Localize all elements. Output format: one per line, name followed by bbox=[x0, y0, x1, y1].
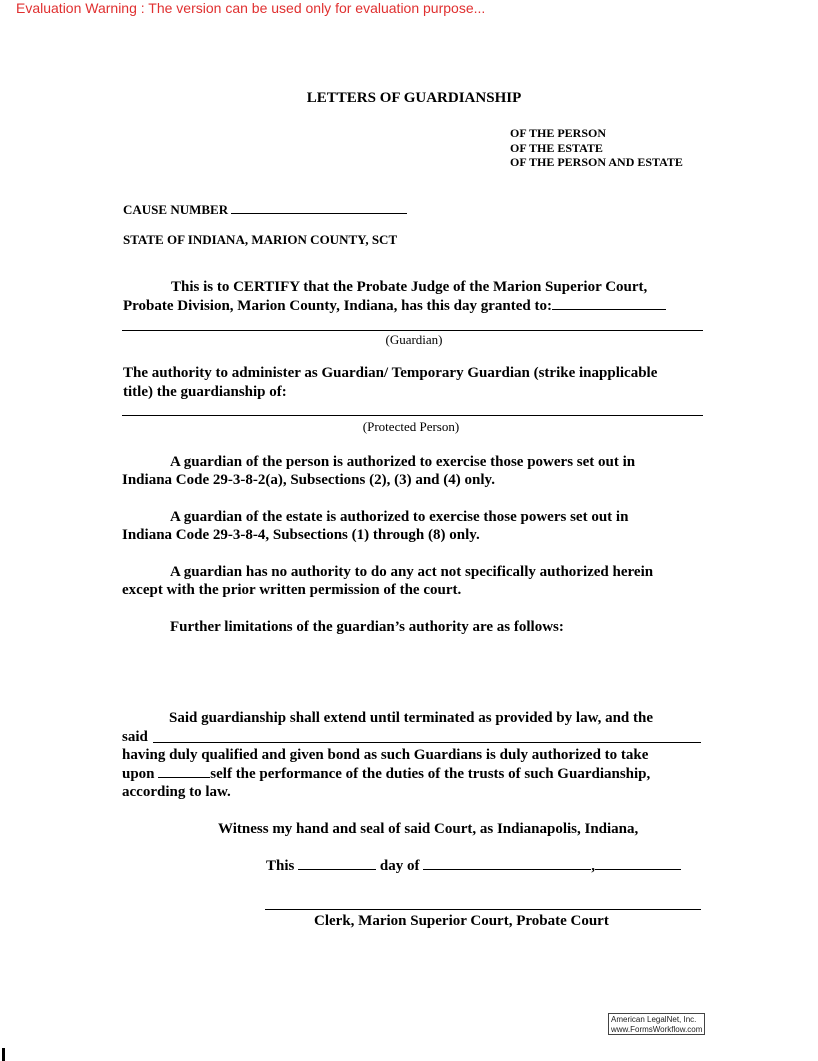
estate-line-1: A guardian of the estate is authorized to exercise those powers set out in bbox=[170, 509, 629, 525]
extend-line-5: according to law. bbox=[122, 784, 231, 800]
protected-caption: (Protected Person) bbox=[362, 419, 460, 434]
year-blank bbox=[595, 857, 681, 870]
state-line: STATE OF INDIANA, MARION COUNTY, SCT bbox=[123, 232, 398, 247]
extend-line-1: Said guardianship shall extend until terminated as provided by law, and the bbox=[169, 710, 653, 726]
further-limitations-line: Further limitations of the guardian’s authority are as follows: bbox=[170, 619, 564, 635]
person-line-1: A guardian of the person is authorized to exercise those powers set out in bbox=[170, 454, 636, 470]
person-line-2: Indiana Code 29-3-8-2(a), Subsections (2), (3) and (4) only. bbox=[122, 472, 495, 488]
estate-line-2: Indiana Code 29-3-8-4, Subsections (1) through (8) only. bbox=[122, 527, 480, 543]
date-line bbox=[266, 857, 681, 875]
granted-to-blank bbox=[552, 297, 666, 310]
margin-mark bbox=[2, 1048, 5, 1061]
extend-upon: upon bbox=[122, 766, 155, 782]
date-day-of: day of bbox=[379, 858, 420, 874]
certify-line-2 bbox=[123, 297, 666, 315]
option-estate: OF THE ESTATE bbox=[510, 141, 603, 155]
footer-line-1: American LegalNet, Inc. bbox=[611, 1015, 697, 1024]
footer-line-2: www.FormsWorkflow.com bbox=[611, 1025, 703, 1034]
date-this: This bbox=[266, 858, 295, 874]
authority-line-2: title) the guardianship of: bbox=[123, 384, 287, 400]
date-comma: , bbox=[591, 858, 595, 874]
certify-line-1: This is to CERTIFY that the Probate Judge of the Marion Superior Court, bbox=[171, 279, 648, 295]
month-blank bbox=[423, 857, 591, 870]
document-title: LETTERS OF GUARDIANSHIP bbox=[306, 90, 522, 106]
day-blank bbox=[298, 857, 376, 870]
cause-number-blank bbox=[231, 201, 407, 214]
option-person: OF THE PERSON bbox=[510, 126, 607, 140]
noauth-line-2: except with the prior written permission of the court. bbox=[122, 582, 462, 598]
cause-number-label bbox=[123, 201, 407, 218]
cause-number-text: CAUSE NUMBER bbox=[123, 202, 229, 217]
noauth-line-1: A guardian has no authority to do any act not specifically authorized herein bbox=[170, 564, 654, 580]
guardian-caption: (Guardian) bbox=[385, 332, 443, 347]
clerk-signature-line bbox=[265, 909, 701, 910]
witness-line: Witness my hand and seal of said Court, as Indianapolis, Indiana, bbox=[218, 821, 639, 837]
extend-said: said bbox=[122, 729, 148, 745]
extend-line-4 bbox=[122, 765, 650, 783]
certify-line-2-text: Probate Division, Marion County, Indiana, has this day granted to: bbox=[123, 298, 552, 314]
evaluation-warning: Evaluation Warning : The version can be used only for evaluation purpose... bbox=[16, 0, 486, 16]
protected-person-line bbox=[122, 415, 703, 416]
clerk-line: Clerk, Marion Superior Court, Probate Court bbox=[314, 913, 609, 929]
said-blank bbox=[153, 742, 701, 743]
guardian-name-line bbox=[122, 330, 703, 331]
publisher-footer bbox=[608, 1013, 705, 1035]
authority-line-1: The authority to administer as Guardian/ Temporary Guardian (strike inapplicable bbox=[123, 365, 658, 381]
self-blank bbox=[158, 765, 210, 778]
option-person-and-estate: OF THE PERSON AND ESTATE bbox=[510, 155, 683, 169]
extend-line-3: having duly qualified and given bond as such Guardians is duly authorized to take bbox=[122, 747, 649, 763]
extend-line-4-rest: self the performance of the duties of the trusts of such Guardianship, bbox=[210, 766, 651, 782]
